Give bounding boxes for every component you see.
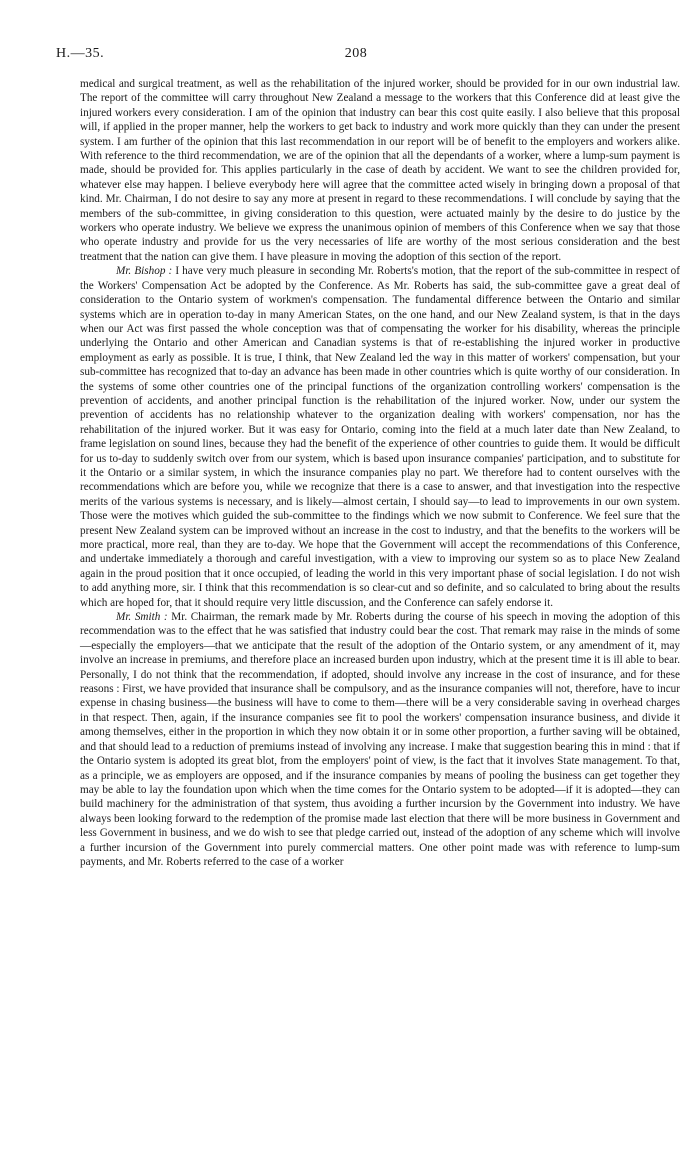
paragraph-bishop <box>80 264 680 610</box>
paragraph-text: I have very much pleasure in seconding Mr. Roberts's motion, that the report of the sub-committee in respect of the Workers' Compensation Act be adopted by the Conference. As Mr. Roberts has said, the sub-committee gave a great deal of consideration to the Ontario system of workmen's compensation. The fundamental difference between the Ontario and similar systems which are in operation to-day in many American States, on the one hand, and our New Zealand system, is that in the days when our Act was first passed the whole conception was that of compensating the worker for his disability, whereas the principle underlying the Ontario and other American and Canadian systems is that of re-establishing the injured worker in productive employment as early as possible. It is true, I think, that New Zealand led the way in this matter of workers' compensation, but your sub-committee has recognized that to-day an advance has been made in other countries which is quite worthy of our consideration. In the systems of some other countries one of the principal functions of the organization controlling workers' compensation is the prevention of accidents, and another principal function is the rehabilitation of the injured worker. Now, under our system the prevention of accidents has no relationship whatever to the organization dealing with workers' compensation, nor has the rehabilitation of the injured worker. But it was easy for Ontario, coming into the field at a much later date than New Zealand, to frame legislation on sound lines, because they had the benefit of the experience of other countries to guide them. It would be difficult for us to-day to suddenly switch over from our system, which is based upon insurance companies' participation, and to substitute for it the Ontario or a similar system, in which the insurance companies play no part. We therefore had to content ourselves with the recommendations which are before you, while we recognize that there is a case to answer, and that investigation into the respective merits of the various systems is necessary, and is likely—almost certain, I should say—to lead to improvements in our own system. Those were the motives which guided the sub-committee to the findings which we now submit to Conference. We feel sure that the present New Zealand system can be improved without an increase in the cost to industry, and that the benefits to the workers will be more practical, more real, than they are to-day. We hope that the Government will accept the recommendations of this Conference, and undertake immediately a thorough and careful investigation, with a view to improving our system so as to place New Zealand again in the proud position that it once occupied, of leading the world in this very important phase of social legislation. I do not wish to add anything more, sir. I think that this recommendation is so clear-cut and so definite, and so calculated to bring about the results which are hoped for, that it should require very little discussion, and the Conference can safely endorse it. <box>80 265 681 609</box>
paragraph-text: Mr. Chairman, the remark made by Mr. Roberts during the course of his speech in moving the adoption of this recommendation was to the effect that he was satisfied that industry could bear the cost. That remark may raise in the minds of some—especially the employers—that we anticipate that the result of the adoption of the Ontario system, or any amendment of it, may involve an increase in premiums, and therefore place an increased burden upon industry, which at the present time it is ill able to bear. Personally, I do not think that the recommendation, if adopted, should involve any increase in the cost of insurance, and for these reasons : First, we have provided that insurance shall be compulsory, and as the insurance companies will not, therefore, have to incur expense in chasing business—the business will have to come to them—there will be a very considerable saving in overhead charges in that respect. Then, again, if the insurance companies see fit to pool the workers' compensation insurance business, and divide it among themselves, either in the proportion in which they now obtain it or in some other proportion, a further saving will be obtained, and that should lead to a reduction of premiums instead of involving any increase. I make that suggestion bearing this in mind : that if the Ontario system is adopted its great blot, from the employers' point of view, is the fact that it involves State management. To that, as a principle, we as employers are opposed, and if the insurance companies by means of pooling the business can get together they may be able to lay the foundation upon which when the time comes for the Ontario system to be adopted—if it is adopted—they can build machinery for the administration of that system, thus avoiding a further incursion by the Government into industry. We have always been looking forward to the redemption of the promise made last election that there will be more business in Government and less Government in business, and we do wish to see that pledge carried out, instead of the adoption of any scheme which will involve a further incursion of the Government into purely commercial matters. One other point made was with reference to lump-sum payments, and Mr. Roberts referred to the case of a worker <box>80 611 680 868</box>
paragraph-roberts-continued <box>80 77 680 264</box>
document-reference: H.—35. <box>56 46 105 61</box>
paragraph-smith <box>80 610 680 869</box>
page-number: 208 <box>344 46 368 61</box>
speaker-name: Mr. Bishop : <box>116 265 173 278</box>
page-header <box>56 46 656 64</box>
body-text <box>80 77 680 869</box>
paragraph-text: medical and surgical treatment, as well as the rehabilitation of the injured worker, should be provided for in our own industrial law. The report of the committee will carry throughout New Zealand a message to the workers that this Conference did at least give the injured workers every consideration. I am of the opinion that industry can bear this cost quite easily. I also believe that this proposal will, if applied in the proper manner, help the workers to get back to industry and work more quickly than they can under the present system. I am further of the opinion that this last recommendation in our report will be of benefit to the employers and workers alike. With reference to the third recommendation, we are of the opinion that all the dependants of a worker, where a lump-sum payment is made, should be provided for. This applies particularly in the case of death by accident. We want to see the children provided for, whatever else may happen. I believe everybody here will agree that the committee acted wisely in bringing down a proposal of that kind. Mr. Chairman, I do not desire to say any more at present in regard to these recommendations. I will conclude by saying that the members of the sub-committee, in giving consideration to this question, were actuated mainly by the desire to do justice by the workers who operate industry. We believe we express the unanimous opinion of members of this Conference when we say that those who operate industry and provide for us the very necessaries of life are worthy of the most serious consideration and the best treatment that the nation can give them. I have pleasure in moving the adoption of this section of the report. <box>80 78 680 263</box>
speaker-name: Mr. Smith : <box>116 611 168 624</box>
